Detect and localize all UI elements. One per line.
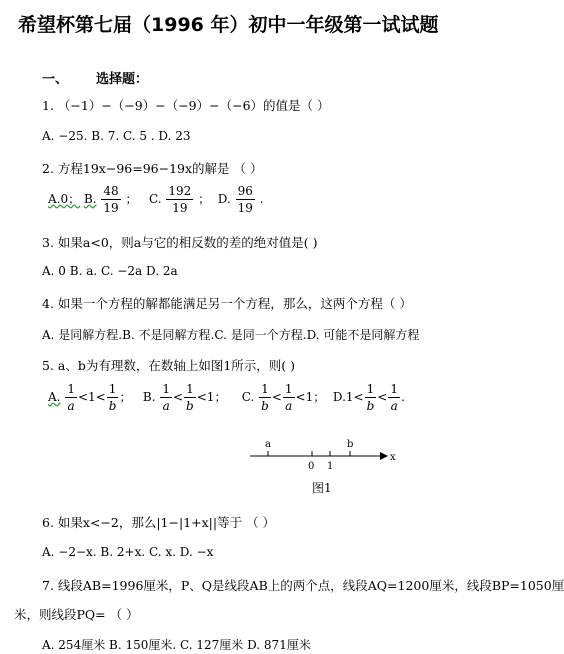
fraction-b: $\frac{48}{19}$ [103, 184, 119, 215]
question-2: 2. 方程19x−96=96−19x的解是 （ ） [42, 161, 263, 176]
label-a: a [265, 439, 271, 450]
axis-arrow [380, 452, 388, 460]
question-4: 4. 如果一个方程的解都能满足另一个方程，那么，这两个方程（ ） [42, 296, 412, 311]
option-d-label: D. [217, 192, 231, 206]
option-b-label: B. [83, 192, 97, 206]
label-b: b [347, 439, 354, 450]
question-3: 3. 如果a<0，则a与它的相反数的差的绝对值是( ) [42, 235, 318, 250]
option-a: A.0； [48, 192, 81, 206]
question-7: 7. 线段AB=1996厘米，P、Q是线段AB上的两个点，线段AQ=1200厘米，线段BP=1050厘 [42, 578, 564, 593]
question-6-options: A. −2−x. B. 2+x. C. x. D. −x [42, 545, 214, 559]
fraction-d: $\frac{96}{19}$ [237, 184, 253, 215]
question-1: 1. （−1）−（−9）−（−9）−（−6）的值是（ ） [42, 98, 330, 113]
option-b-label: B. [142, 390, 156, 404]
question-3-options: A. 0 B. a. C. −2a D. 2a [42, 264, 178, 278]
page-title: 希望杯第七届（1996 年）初中一年级第一试试题 [18, 14, 439, 36]
option-c-label: C. [241, 390, 255, 404]
question-7-options: A. 254厘米 B. 150厘米. C. 127厘米 D. 871厘米 [42, 638, 311, 652]
number-line-svg [248, 436, 398, 472]
question-4-options: A. 是同解方程.B. 不是同解方程.C. 是同一个方程.D. 可能不是同解方程 [42, 328, 420, 342]
option-c-label: C. [149, 192, 162, 206]
fraction-c: $\frac{192}{19}$ [168, 184, 192, 215]
label-0: 0 [308, 461, 315, 472]
question-2-options: A.0； B. $\frac{48}{19}$ ； C. $\frac{192}{19}$ ； D. $\frac{96}{19}$ . [48, 184, 264, 215]
section-heading: 选择题： [96, 72, 149, 87]
label-1: 1 [327, 461, 334, 472]
figure-caption: 图1 [312, 481, 332, 495]
question-5-options: A. $\frac{1}{a}$ <1< $\frac{1}{b}$ ； B. $\frac{1}{a}$ < $\frac{1}{b}$ <1； C. $\frac{1}{b}$ < $\frac{1}{a}$ <1； D.1< $\frac{1}{b}$ < $\frac{1}{a}$ . [48, 382, 405, 413]
number-line-figure [248, 436, 398, 472]
option-d-label: D. [332, 390, 346, 404]
question-6: 6. 如果x<−2，那么|1−|1+x||等于 （ ） [42, 515, 276, 530]
section-number: 一、 [42, 72, 69, 87]
question-7-continued: 米，则线段PQ= （ ） [14, 607, 139, 622]
option-a-label: A. [48, 390, 61, 404]
question-1-options: A. −25. B. 7. C. 5 . D. 23 [42, 129, 191, 143]
label-x: x [390, 452, 396, 463]
question-5: 5. a、b为有理数，在数轴上如图1所示，则( ) [42, 358, 296, 373]
